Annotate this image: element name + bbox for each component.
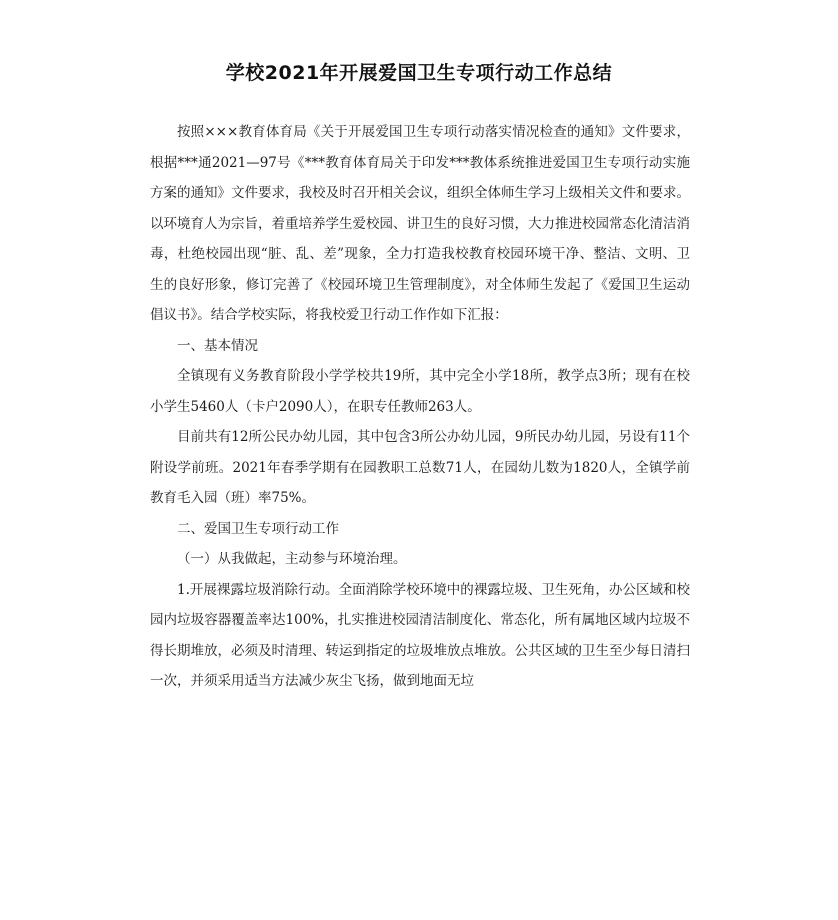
paragraph-kindergartens: 目前共有12所公民办幼儿园，其中包含3所公办幼儿园，9所民办幼儿园，另设有11个附设学前班。2021年春季学期有在园教职工总数71人，在园幼儿数为1820人，全镇学前教育毛入园（班）率75%。 <box>150 429 690 506</box>
document-body <box>150 117 690 697</box>
section-heading-health-action: 二、爱国卫生专项行动工作 <box>177 520 339 537</box>
paragraph-garbage-removal: 1.开展裸露垃圾消除行动。全面消除学校环境中的裸露垃圾、卫生死角，办公区域和校园内垃圾容器覆盖率达100%，扎实推进校园清洁制度化、常态化，所有属地区域内垃圾不得长期堆放，必须及时清理、转运到指定的垃圾堆放点堆放。公共区域的卫生至少每日清扫一次，并须采用适当方法减少灰尘飞扬，做到地面无垃 <box>150 581 690 689</box>
document-title: 学校2021年开展爱国卫生专项行动工作总结 <box>225 62 613 84</box>
paragraph-schools: 全镇现有义务教育阶段小学学校共19所，其中完全小学18所，教学点3所；现有在校小学生5460人（卡户2090人），在职专任教师263人。 <box>150 368 690 415</box>
subsection-heading: （一）从我做起，主动参与环境治理。 <box>177 551 407 567</box>
section-heading-basic-situation: 一、基本情况 <box>177 337 258 354</box>
intro-paragraph: 按照×××教育体育局《关于开展爱国卫生专项行动落实情况检查的通知》文件要求，根据***通2021—97号《***教育体育局关于印发***教体系统推进爱国卫生专项行动实施方案的通知》文件要求，我校及时召开相关会议，组织全体师生学习上级相关文件和要求。以环境育人为宗旨，着重培养学生爱校园、讲卫生的良好习惯，大力推进校园常态化清洁消毒，杜绝校园出现“脏、乱、差”现象，全力打造我校教育校园环境干净、整洁、文明、卫生的良好形象，修订完善了《校园环境卫生管理制度》，对全体师生发起了《爱国卫生运动倡议书》。结合学校实际，将我校爱卫行动工作作如下汇报： <box>150 124 690 323</box>
